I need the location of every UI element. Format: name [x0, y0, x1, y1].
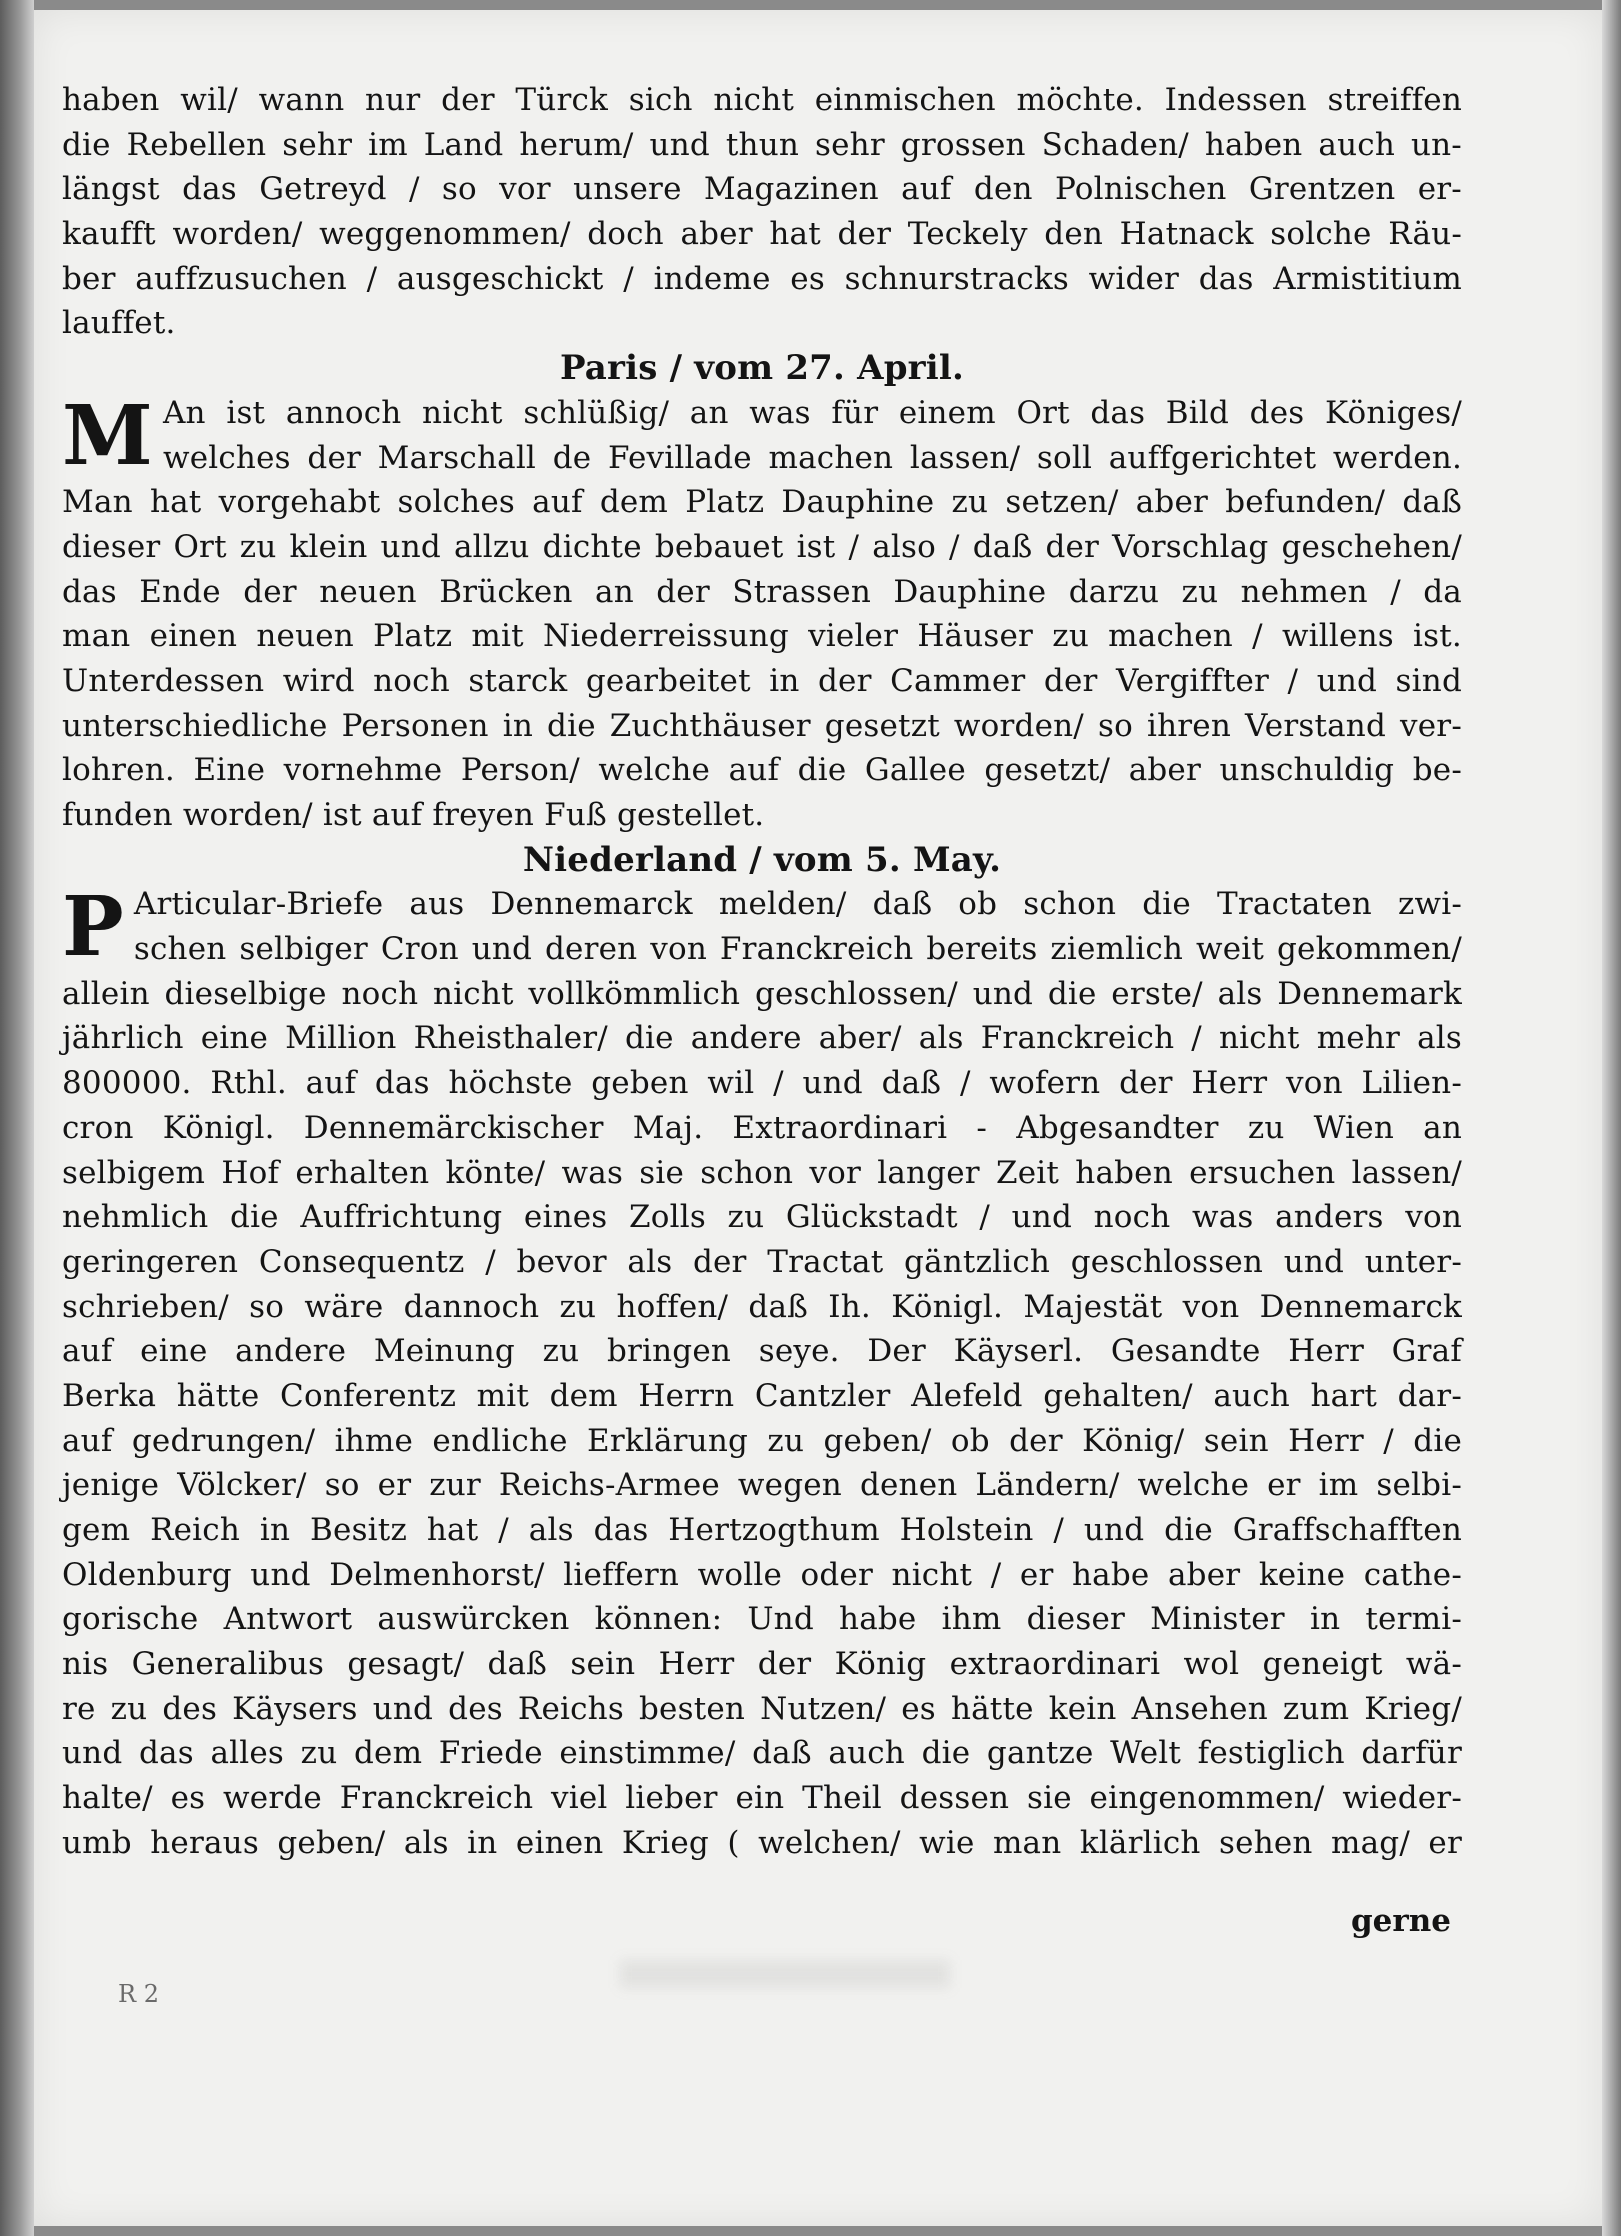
- text-line: auf gedrungen/ ihme endliche Erklärung zu geben/ ob der König/ sein Herr / die: [62, 1422, 1462, 1459]
- text-line: welches der Marschall de Fevillade machen lassen/ soll auffgerichtet werden.: [162, 439, 1462, 476]
- text-line: auf eine andere Meinung zu bringen seye. Der Käyserl. Gesandte Herr Graf: [62, 1333, 1462, 1370]
- text-line: Unterdessen wird noch starck gearbeitet in der Cammer der Vergiffter / und sind: [62, 662, 1462, 699]
- text-line: dieser Ort zu klein und allzu dichte bebauet ist / also / daß der Vorschlag geschehen/: [62, 528, 1462, 565]
- text-line: haben wil/ wann nur der Türck sich nicht einmischen möchte. Indessen streiffen: [62, 82, 1462, 118]
- text-line: re zu des Käysers und des Reichs besten Nutzen/ es hätte kein Ansehen zum Krieg/: [62, 1690, 1462, 1727]
- text-line: das Ende der neuen Brücken an der Strassen Dauphine darzu zu nehmen / da: [62, 573, 1462, 610]
- drop-cap-initial: P: [62, 879, 124, 976]
- text-line: Berka hätte Conferentz mit dem Herrn Cantzler Alefeld gehalten/ auch hart dar-: [62, 1377, 1462, 1414]
- text-line: cron Königl. Dennemärckischer Maj. Extraordinari - Abgesandter zu Wien an: [62, 1109, 1462, 1146]
- text-line: man einen neuen Platz mit Niederreissung vieler Häuser zu machen / willens ist.: [62, 618, 1462, 655]
- bleed-through-smudge: [620, 1960, 950, 1988]
- text-line: funden worden/ ist auf freyen Fuß gestellet.: [62, 797, 765, 833]
- text-line: geringeren Consequentz / bevor als der Tractat gäntzlich geschlossen und unter-: [62, 1243, 1462, 1280]
- text-line: und das alles zu dem Friede einstimme/ daß auch die gantze Welt festiglich darfür: [62, 1735, 1462, 1772]
- text-line: selbigem Hof erhalten könte/ was sie schon vor langer Zeit haben ersuchen lassen/: [62, 1154, 1462, 1191]
- text-line: Man hat vorgehabt solches auf dem Platz Dauphine zu setzen/ aber befunden/ daß: [62, 484, 1462, 521]
- text-line: An ist annoch nicht schlüßig/ an was für einem Ort das Bild des Königes/: [162, 394, 1462, 431]
- text-line: lohren. Eine vornehme Person/ welche auf die Gallee gesetzt/ aber unschuldig be-: [62, 752, 1462, 789]
- drop-cap-initial: M: [62, 387, 153, 484]
- text-line: lauffet.: [62, 305, 176, 342]
- text-line: kaufft worden/ weggenommen/ doch aber hat der Teckely den Hatnack solche Räu-: [62, 216, 1462, 253]
- paris-paragraph: [62, 387, 1462, 838]
- text-line: schen selbiger Cron und deren von Franckreich bereits ziemlich weit gekommen/: [133, 931, 1462, 968]
- book-gutter-shadow: [0, 0, 34, 2236]
- section-heading-niederland: Niederland / vom 5. May.: [522, 839, 1002, 880]
- page-text-block: [62, 78, 1462, 1866]
- text-line: die Rebellen sehr im Land herum/ und thun sehr grossen Schaden/ haben auch un-: [62, 126, 1462, 163]
- text-line: nis Generalibus gesagt/ daß sein Herr der König extraordinari wol geneigt wä-: [62, 1646, 1462, 1683]
- text-line: jenige Völcker/ so er zur Reichs-Armee wegen denen Ländern/ welche er im selbi-: [62, 1467, 1462, 1504]
- section-heading-paris: Paris / vom 27. April.: [559, 348, 965, 389]
- text-line: 800000. Rthl. auf das höchste geben wil / und daß / wofern der Herr von Lilien-: [62, 1065, 1462, 1102]
- text-line: allein dieselbige noch nicht vollkömmlich geschlossen/ und die erste/ als Dennemark: [62, 975, 1462, 1012]
- text-line: umb heraus geben/ als in einen Krieg ( welchen/ wie man klärlich sehen mag/ er: [62, 1824, 1462, 1861]
- text-line: schrieben/ so wäre dannoch zu hoffen/ daß Ih. Königl. Majestät von Dennemarck: [62, 1288, 1462, 1325]
- text-line: gem Reich in Besitz hat / als das Hertzogthum Holstein / und die Graffschafften: [62, 1512, 1462, 1548]
- text-line: Articular-Briefe aus Dennemarck melden/ daß ob schon die Tractaten zwi-: [133, 886, 1462, 923]
- text-line: unterschiedliche Personen in die Zuchthäuser gesetzt worden/ so ihren Verstand ver-: [62, 707, 1462, 744]
- text-line: ber auffzusuchen / ausgeschickt / indeme es schnurstracks wider das Armistitium: [62, 260, 1462, 297]
- text-line: halte/ es werde Franckreich viel lieber ein Theil dessen sie eingenommen/ wieder-: [62, 1780, 1462, 1817]
- text-line: nehmlich die Auffrichtung eines Zolls zu Glückstadt / und noch was anders von: [62, 1199, 1462, 1236]
- text-line: gorische Antwort auswürcken können: Und habe ihm dieser Minister in termi-: [62, 1601, 1462, 1638]
- signature-mark: R 2: [118, 1980, 159, 2008]
- text-line: jährlich eine Million Rheisthaler/ die andere aber/ als Franckreich / nicht mehr als: [62, 1020, 1462, 1057]
- text-line: längst das Getreyd / so vor unsere Magazinen auf den Polnischen Grentzen er-: [62, 171, 1462, 208]
- text-line: Oldenburg und Delmenhorst/ lieffern wolle oder nicht / er habe aber keine cathe-: [62, 1556, 1462, 1593]
- catchword: gerne: [1351, 1903, 1451, 1939]
- niederland-paragraph: [62, 879, 1462, 1865]
- page-edge-shadow: [1602, 0, 1621, 2236]
